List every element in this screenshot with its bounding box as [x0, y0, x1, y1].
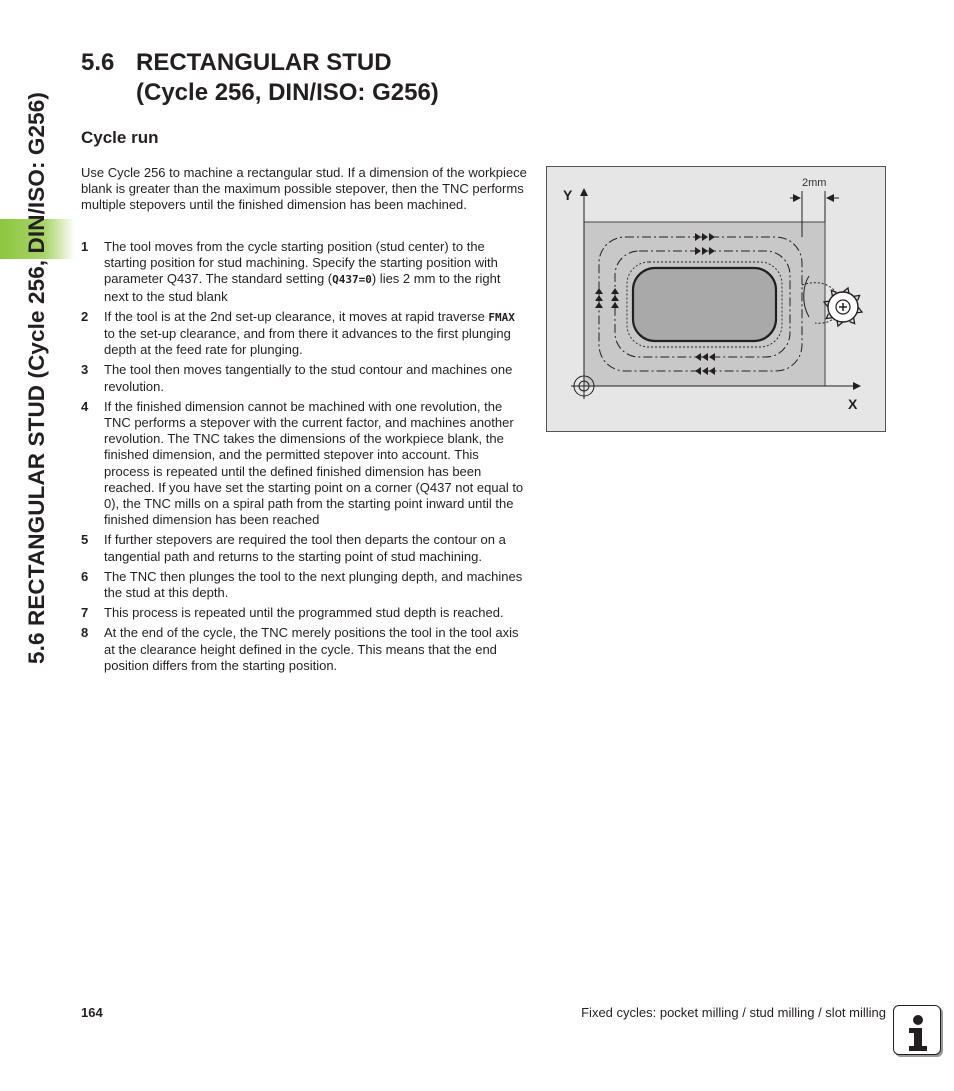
step-item	[81, 569, 527, 601]
step-number: 4	[81, 398, 89, 414]
step-item	[81, 362, 527, 394]
milling-tool-icon	[824, 288, 862, 326]
section-title-line1: RECTANGULAR STUD	[136, 49, 392, 76]
info-icon	[893, 1005, 941, 1055]
diagram-drawing	[547, 167, 887, 433]
step-item	[81, 532, 527, 564]
parameter-code: FMAX	[488, 310, 515, 324]
step-item	[81, 399, 527, 529]
step-text: At the end of the cycle, the TNC merely positions the tool in the tool axis at the clearance height defined in the cycle. This means that the end position differs from the starting position.	[104, 625, 519, 673]
step-list	[81, 239, 527, 678]
subsection-heading: Cycle run	[81, 128, 159, 147]
step-text: This process is repeated until the programmed stud depth is reached.	[104, 605, 504, 621]
step-text: The TNC then plunges the tool to the next plunging depth, and machines the stud at this depth.	[104, 568, 523, 601]
section-heading	[81, 48, 439, 108]
step-number: 1	[81, 239, 89, 254]
step-number: 6	[81, 568, 89, 584]
step-item	[81, 239, 527, 305]
chapter-footer: Fixed cycles: pocket milling / stud milling / slot milling	[581, 1005, 886, 1020]
finished-stud	[633, 268, 776, 341]
step-item	[81, 309, 527, 359]
step-number: 2	[81, 308, 89, 324]
y-axis-label: Y	[563, 187, 573, 203]
step-text: If further stepovers are required the tool then departs the contour on a tangential path and returns to the starting point of stud machining.	[104, 532, 506, 564]
step-item	[81, 625, 527, 674]
stud-machining-diagram	[546, 166, 886, 432]
side-chapter-title-text: 5.6 RECTANGULAR STUD (Cycle 256, DIN/ISO: G256)	[24, 91, 49, 664]
step-item	[81, 605, 527, 621]
section-title-line2: (Cycle 256, DIN/ISO: G256)	[136, 79, 439, 106]
page-number: 164	[81, 1005, 103, 1020]
step-number: 8	[81, 625, 89, 641]
section-number: 5.6	[81, 49, 115, 76]
parameter-code: Q437=0	[332, 273, 372, 287]
side-chapter-title	[14, 50, 60, 705]
intro-paragraph: Use Cycle 256 to machine a rectangular stud. If a dimension of the workpiece blank is greater than the maximum possible stepover, then the TNC performs multiple stepovers until the finished dimension has been machined.	[81, 165, 527, 213]
step-number: 7	[81, 605, 89, 621]
x-axis-label: X	[848, 396, 858, 412]
step-text: The tool then moves tangentially to the stud contour and machines one revolution.	[104, 362, 513, 394]
step-text: If the finished dimension cannot be machined with one revolution, the TNC performs a stepover with the current factor, and machines another revolution. The TNC takes the dimensions of the workpiece blank, the finished dimension, and the permitted stepover into account. This process is repeated until the defined finished dimension has been reached. If you have set the starting point on a corner (Q437 not equal to 0), the TNC mills on a spiral path from the starting point inward until the finished dimension has been reached	[104, 398, 524, 528]
step-number: 3	[81, 362, 89, 378]
step-text: If the tool is at the 2nd set-up clearance, it moves at rapid traverse FMAX to the set-up clearance, and from there it advances to the first plunging depth at the feed rate for plunging.	[104, 308, 515, 358]
step-number: 5	[81, 532, 89, 548]
dimension-label: 2mm	[802, 177, 827, 189]
step-text: The tool moves from the cycle starting position (stud center) to the starting position for stud machining. Specify the starting position with parameter Q437. The standard setting (Q437=0) lies 2 mm to the right next to the stud blank	[104, 239, 501, 304]
